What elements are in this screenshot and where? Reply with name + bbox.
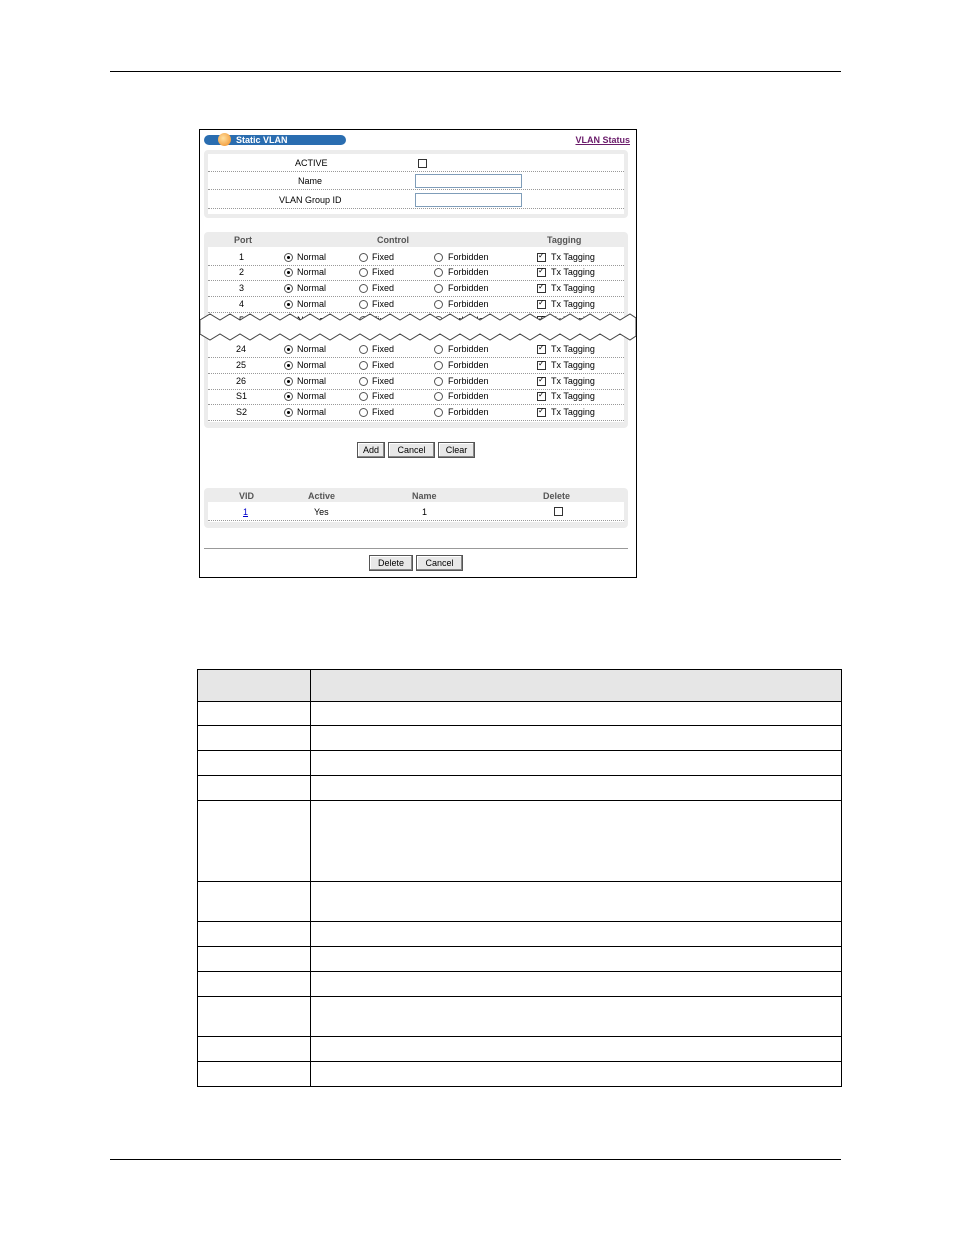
panel-title-pill [204, 135, 346, 145]
description-label-cell [198, 882, 311, 922]
tx-tagging-checkbox[interactable] [537, 392, 546, 401]
description-row [198, 801, 842, 882]
vid-active: Yes [314, 507, 329, 517]
name-input[interactable] [415, 174, 522, 188]
port-number: S1 [236, 391, 248, 401]
description-label-cell [198, 1062, 311, 1087]
tx-tagging-label: Tx Tagging [551, 299, 595, 309]
normal-label: Normal [297, 283, 327, 293]
description-row [198, 882, 842, 922]
port-number: 2 [239, 267, 245, 277]
fixed-radio[interactable] [359, 408, 368, 417]
vid-link[interactable]: 1 [243, 507, 249, 517]
tx-tagging-label: Tx Tagging [551, 252, 595, 262]
clear-button[interactable]: Clear [438, 442, 475, 458]
fixed-label: Fixed [372, 407, 395, 417]
description-label-cell [198, 801, 311, 882]
tx-tagging-label: Tx Tagging [551, 283, 595, 293]
normal-label: Normal [297, 252, 327, 262]
description-label-cell [198, 776, 311, 801]
fixed-label: Fixed [372, 391, 395, 401]
port-number: 1 [239, 252, 245, 262]
normal-label: Normal [297, 344, 327, 354]
description-row [198, 947, 842, 972]
fixed-radio[interactable] [359, 345, 368, 354]
normal-radio[interactable] [284, 284, 293, 293]
page-header-rule [110, 71, 841, 72]
normal-label: Normal [297, 407, 327, 417]
description-label-cell [198, 702, 311, 726]
port-row [208, 404, 624, 421]
tx-tagging-checkbox[interactable] [537, 284, 546, 293]
port-row [208, 280, 624, 297]
normal-label: Normal [297, 391, 327, 401]
forbidden-label: Forbidden [448, 391, 489, 401]
description-text-cell [311, 751, 842, 776]
fixed-radio[interactable] [359, 300, 368, 309]
normal-label: Normal [297, 299, 327, 309]
vid-delete-checkbox[interactable] [554, 507, 563, 516]
forbidden-radio[interactable] [434, 300, 443, 309]
description-row [198, 922, 842, 947]
cancel-button[interactable]: Cancel [388, 442, 435, 458]
tx-tagging-label: Tx Tagging [551, 344, 595, 354]
fixed-radio[interactable] [359, 361, 368, 370]
forbidden-radio[interactable] [434, 345, 443, 354]
normal-radio[interactable] [284, 345, 293, 354]
port-row [208, 388, 624, 405]
orange-orb-icon [218, 133, 231, 146]
add-button[interactable]: Add [357, 442, 385, 458]
name-header: Name [412, 491, 437, 501]
tx-tagging-label: Tx Tagging [551, 407, 595, 417]
name-label: Name [298, 176, 323, 186]
vlan-status-link[interactable]: VLAN Status [575, 135, 630, 145]
port-number: 26 [236, 376, 247, 386]
tx-tagging-label: Tx Tagging [551, 391, 595, 401]
forbidden-radio[interactable] [434, 408, 443, 417]
forbidden-label: Forbidden [448, 360, 489, 370]
normal-label: Normal [297, 360, 327, 370]
bottom-divider [204, 548, 628, 549]
description-header-description [311, 670, 842, 702]
tx-tagging-label: Tx Tagging [551, 376, 595, 386]
port-row [208, 341, 624, 358]
port-number: S2 [236, 407, 248, 417]
port-number: 24 [236, 344, 247, 354]
forbidden-radio[interactable] [434, 377, 443, 386]
description-text-cell [311, 776, 842, 801]
description-text-cell [311, 702, 842, 726]
group-id-input[interactable] [415, 193, 522, 207]
normal-label: Normal [297, 376, 327, 386]
forbidden-radio[interactable] [434, 361, 443, 370]
port-number: 25 [236, 360, 247, 370]
forbidden-radio[interactable] [434, 268, 443, 277]
name-row [208, 173, 624, 190]
description-body [198, 702, 842, 1087]
tx-tagging-checkbox[interactable] [537, 377, 546, 386]
static-vlan-screen [199, 129, 637, 578]
normal-radio[interactable] [284, 377, 293, 386]
description-text-cell [311, 726, 842, 751]
bottom-cancel-button[interactable]: Cancel [416, 555, 463, 571]
panel-title: Static VLAN [236, 135, 288, 145]
description-label-cell [198, 972, 311, 997]
active-row [208, 155, 624, 172]
description-label-cell [198, 997, 311, 1037]
normal-radio[interactable] [284, 392, 293, 401]
forbidden-label: Forbidden [448, 376, 489, 386]
tx-tagging-checkbox[interactable] [537, 253, 546, 262]
tx-tagging-checkbox[interactable] [537, 408, 546, 417]
normal-radio[interactable] [284, 408, 293, 417]
port-number: 4 [239, 299, 245, 309]
fixed-label: Fixed [372, 267, 395, 277]
vid-header: VID [239, 491, 255, 501]
active-header: Active [308, 491, 336, 501]
tx-tagging-checkbox[interactable] [537, 300, 546, 309]
forbidden-radio[interactable] [434, 284, 443, 293]
description-row [198, 1037, 842, 1062]
forbidden-label: Forbidden [448, 299, 489, 309]
description-text-cell [311, 1062, 842, 1087]
fixed-radio[interactable] [359, 392, 368, 401]
fixed-radio[interactable] [359, 284, 368, 293]
description-row [198, 997, 842, 1037]
description-label-cell [198, 947, 311, 972]
fixed-label: Fixed [372, 360, 395, 370]
port-number: 3 [239, 283, 245, 293]
description-row [198, 776, 842, 801]
description-row [198, 702, 842, 726]
delete-button[interactable]: Delete [369, 555, 413, 571]
normal-radio[interactable] [284, 300, 293, 309]
tagging-header: Tagging [547, 235, 582, 245]
vid-row [208, 504, 624, 521]
port-row [208, 357, 624, 374]
description-table [197, 669, 842, 1087]
page-footer-rule [110, 1159, 841, 1160]
group-id-label: VLAN Group ID [279, 195, 342, 205]
vid-name: 1 [422, 507, 428, 517]
description-text-cell [311, 947, 842, 972]
forbidden-label: Forbidden [448, 344, 489, 354]
normal-label: Normal [297, 267, 327, 277]
description-label-cell [198, 922, 311, 947]
normal-radio[interactable] [284, 268, 293, 277]
tx-tagging-checkbox[interactable] [537, 268, 546, 277]
description-row [198, 726, 842, 751]
forbidden-label: Forbidden [448, 283, 489, 293]
description-header-label [198, 670, 311, 702]
active-label: ACTIVE [295, 158, 328, 168]
description-label-cell [198, 726, 311, 751]
fixed-radio[interactable] [359, 268, 368, 277]
table-break-zigzag [200, 312, 636, 342]
control-header: Control [377, 235, 409, 245]
description-text-cell [311, 882, 842, 922]
tx-tagging-checkbox[interactable] [537, 361, 546, 370]
forbidden-radio[interactable] [434, 392, 443, 401]
description-text-cell [311, 922, 842, 947]
group-id-row [208, 192, 624, 209]
description-text-cell [311, 972, 842, 997]
delete-header: Delete [543, 491, 571, 501]
description-row [198, 751, 842, 776]
description-row [198, 1062, 842, 1087]
description-text-cell [311, 1037, 842, 1062]
fixed-label: Fixed [372, 344, 395, 354]
tx-tagging-label: Tx Tagging [551, 267, 595, 277]
fixed-radio[interactable] [359, 253, 368, 262]
port-row [208, 296, 624, 313]
normal-radio[interactable] [284, 253, 293, 262]
tx-tagging-label: Tx Tagging [551, 360, 595, 370]
forbidden-label: Forbidden [448, 252, 489, 262]
port-row [208, 264, 624, 281]
forbidden-label: Forbidden [448, 407, 489, 417]
normal-radio[interactable] [284, 361, 293, 370]
port-header: Port [234, 235, 252, 245]
fixed-label: Fixed [372, 252, 395, 262]
forbidden-radio[interactable] [434, 253, 443, 262]
description-row [198, 972, 842, 997]
fixed-radio[interactable] [359, 377, 368, 386]
description-label-cell [198, 751, 311, 776]
fixed-label: Fixed [372, 283, 395, 293]
description-header-row [198, 670, 842, 702]
description-text-cell [311, 801, 842, 882]
description-text-cell [311, 997, 842, 1037]
tx-tagging-checkbox[interactable] [537, 345, 546, 354]
description-label-cell [198, 1037, 311, 1062]
fixed-label: Fixed [372, 376, 395, 386]
fixed-label: Fixed [372, 299, 395, 309]
forbidden-label: Forbidden [448, 267, 489, 277]
active-checkbox[interactable] [418, 159, 427, 168]
